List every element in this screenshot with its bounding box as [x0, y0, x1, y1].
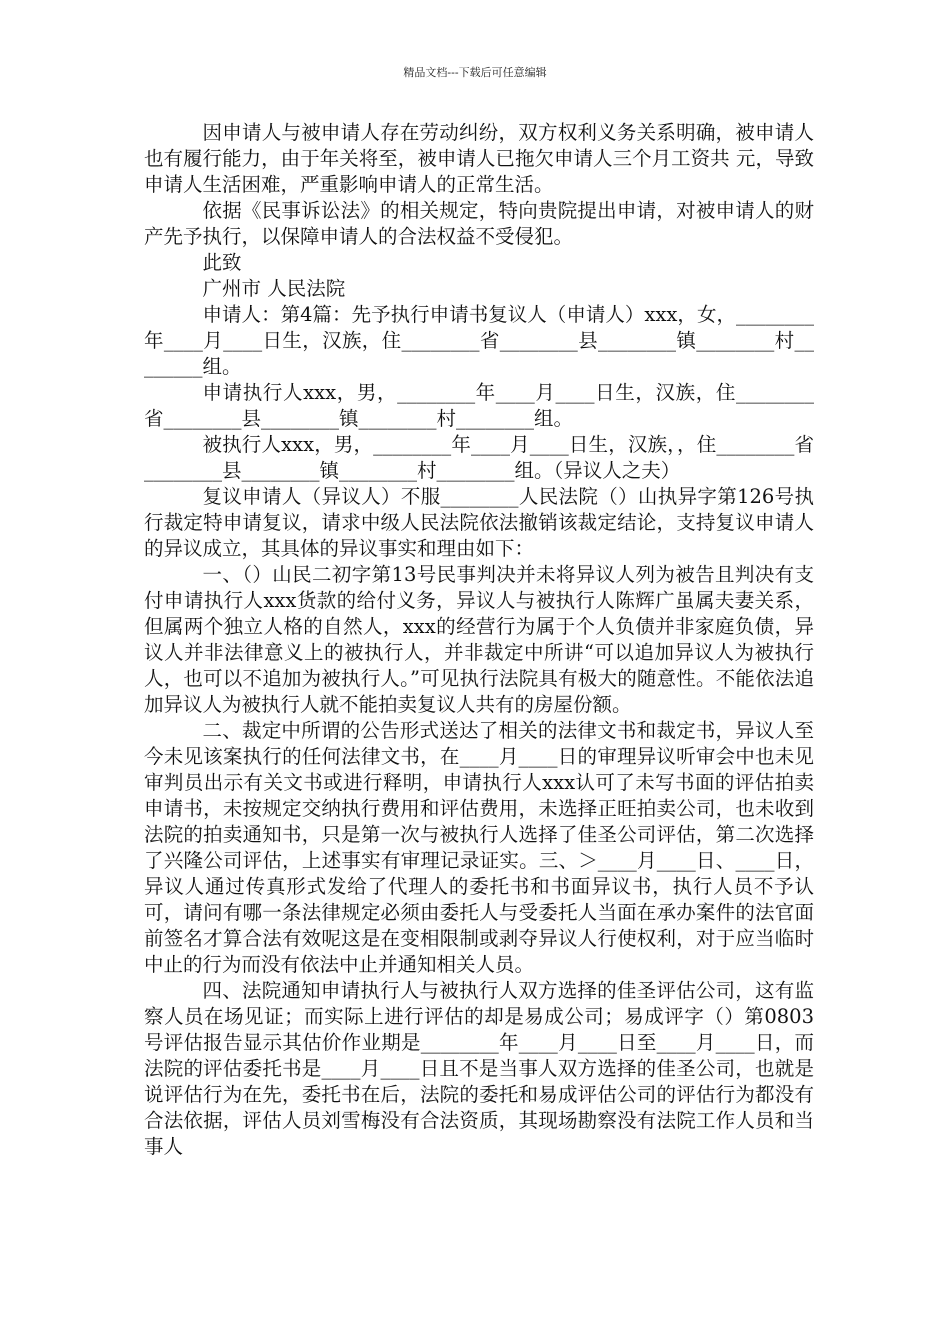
page-header: 精品文档---下载后可任意编辑 [403, 66, 547, 79]
paragraph-reason-two-three: 二、裁定中所谓的公告形式送达了相关的法律文书和裁定书，异议人至今未见该案执行的任何法律文书，在____月____日的审理异议听审会中也未见审判员出示有关文书或进行释明，申请执行人xxx认可了未写书面的评估拍卖申请书，未按规定交纳执行费用和评估费用，未选择正旺拍卖公司，也未收到法院的拍卖通知书，只是第一次与被执行人选择了佳圣公司评估，第二次选择了兴隆公司评估，上述事实有审理记录证实。三、＞____月____日、____日，异议人通过传真形式发给了代理人的委托书和书面异议书，执行人员不予认可，请问有哪一条法律规定必须由委托人与受委托人当面在承办案件的法官面前签名才算合法有效呢这是在变相限制或剥夺异议人行使权利，对于应当临时中止的行为而没有依法中止并通知相关人员。 [144, 719, 814, 976]
paragraph-review-request: 复议申请人（异议人）不服________人民法院（）山执异字第126号执行裁定特申请复议，请求中级人民法院依法撤销该裁定结论，支持复议申请人的异议成立，其具体的异议事实和理由如下： [144, 485, 814, 560]
paragraph-salutation: 此致 [202, 251, 242, 274]
paragraph-executed-party: 被执行人xxx，男，________年____月____日生，汉族，，住________省________县________镇________村________组。（异议人之夫） [144, 433, 814, 482]
paragraph-court: 广州市 人民法院 [202, 277, 346, 300]
paragraph-reason-four: 四、法院通知申请执行人与被执行人双方选择的佳圣评估公司，这有监察人员在场见证；而实际上进行评估的却是易成公司；易成评字（）第0803号评估报告显示其估价作业期是________年____月____日至____月____日，而法院的评估委托书是____月____日且不是当事人双方选择的佳圣公司，也就是说评估行为在先，委托书在后，法院的委托和易成评估公司的评估行为都没有合法依据，评估人员刘雪梅没有合法资质，其现场勘察没有法院工作人员和当事人 [144, 979, 814, 1158]
document-body [144, 120, 814, 1160]
paragraph-dispute: 因申请人与被申请人存在劳动纠纷，双方权利义务关系明确，被申请人也有履行能力，由于年关将至，被申请人已拖欠申请人三个月工资共 元，导致申请人生活困难，严重影响申请人的正常生活。 [144, 121, 814, 196]
paragraph-applicant: 申请人：第4篇：先予执行申请书复议人（申请人）xxx，女，________年____月____日生，汉族，住________省________县________镇________村________组。 [144, 303, 814, 378]
paragraph-executing-applicant: 申请执行人xxx，男，________年____月____日生，汉族，住________省________县________镇________村________组。 [144, 381, 814, 430]
paragraph-reason-one: 一、（）山民二初字第13号民事判决并未将异议人列为被告且判决有支付申请执行人xxx货款的给付义务，异议人与被执行人陈辉广虽属夫妻关系，但属两个独立人格的自然人，xxx的经营行为属于个人负债并非家庭负债，异议人并非法律意义上的被执行人，并非裁定中所讲“可以追加异议人为被执行人，也可以不追加为被执行人。”可见执行法院具有极大的随意性。不能依法追加异议人为被执行人就不能拍卖复议人共有的房屋份额。 [144, 563, 814, 716]
paragraph-basis: 依据《民事诉讼法》的相关规定，特向贵院提出申请，对被申请人的财产先予执行，以保障申请人的合法权益不受侵犯。 [144, 199, 814, 248]
